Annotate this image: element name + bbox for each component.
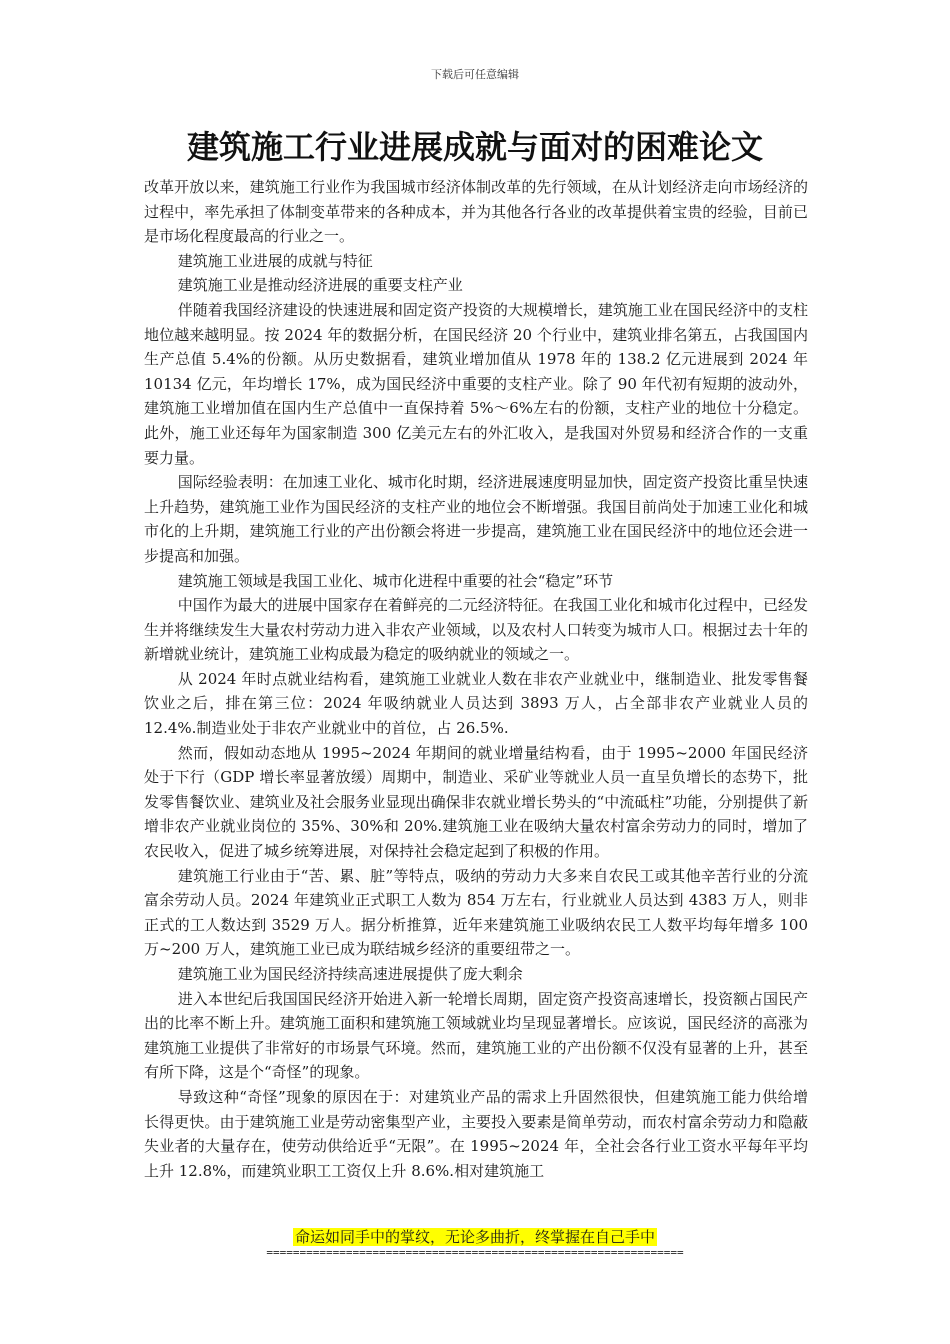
header-note: 下载后可任意编辑 xyxy=(431,68,519,81)
paragraph: 进入本世纪后我国国民经济开始进入新一轮增长周期，固定资产投资高速增长，投资额占国民产出的比率不断上升。建筑施工面积和建筑施工领域就业均呈现显著增长。应该说，国民经济的高涨为建筑施工业提供了非常好的市场景气环境。然而，建筑施工业的产出份额不仅没有显著的上升，甚至有所下降，这是个“奇怪”的现象。 xyxy=(144,989,808,1082)
footer-quote xyxy=(0,1226,950,1248)
footer-quote-highlight: 命运如同手中的掌纹，无论多曲折，终掌握在自己手中 xyxy=(294,1228,655,1246)
paragraph: 建筑施工行业由于“苦、累、脏”等特点，吸纳的劳动力大多来自农民工或其他辛苦行业的分流富余劳动人员。2024 年建筑业正式职工人数为 854 万左右，行业就业人员达到 4383 万人，则非正式的工人数达到 3529 万人。据分析推算，近年来建筑施工业吸纳农民工人数平均每年增多 100 万~200 万人，建筑施工业已成为联结城乡经济的重要纽带之一。 xyxy=(144,866,808,959)
section-heading: 建筑施工业进展的成就与特征 xyxy=(177,251,373,270)
paragraph-intro: 改革开放以来，建筑施工行业作为我国城市经济体制改革的先行领域，在从计划经济走向市场经济的过程中，率先承担了体制变革带来的各种成本，并为其他各行各业的改革提供着宝贵的经验，目前已是市场化程度最高的行业之一。 xyxy=(144,178,808,246)
document-title: 建筑施工行业进展成就与面对的困难论文 xyxy=(186,128,763,166)
paragraph: 然而，假如动态地从 1995~2024 年期间的就业增量结构看，由于 1995~2000 年国民经济处于下行（GDP 增长率显著放缓）周期中，制造业、采矿业等就业人员一直呈负增长的态势下，批发零售餐饮业、建筑业及社会服务业显现出确保非农就业增长势头的“中流砥柱”功能，分别提供了新增非农产业就业岗位的 35%、30%和 20%.建筑施工业在吸纳大量农村富余劳动力的同时，增加了农民收入，促进了城乡统筹进展，对保持社会稳定起到了积极的作用。 xyxy=(144,743,808,861)
subsection-heading: 建筑施工领域是我国工业化、城市化进程中重要的社会“稳定”环节 xyxy=(177,571,614,590)
paragraph: 从 2024 年时点就业结构看，建筑施工业就业人数在非农产业就业中，继制造业、批发零售餐饮业之后，排在第三位：2024 年吸纳就业人员达到 3893 万人，占全部非农产业就业人员的 12.4%.制造业处于非农产业就业中的首位，占 26.5%. xyxy=(144,669,808,738)
subsection-heading: 建筑施工业为国民经济持续高速进展提供了庞大剩余 xyxy=(177,965,523,983)
footer-divider: =============================================================== xyxy=(266,1246,684,1259)
paragraph: 导致这种“奇怪”现象的原因在于：对建筑业产品的需求上升固然很快，但建筑施工能力供给增长得更快。由于建筑施工业是劳动密集型产业，主要投入要素是简单劳动，而农村富余劳动力和隐蔽失业者的大量存在，使劳动供给近乎“无限”。在 1995~2024 年，全社会各行业工资水平每年平均上升 12.8%，而建筑业职工工资仅上升 8.6%.相对建筑施工 xyxy=(144,1087,808,1180)
document-body xyxy=(144,175,808,1183)
subsection-heading: 建筑施工业是推动经济进展的重要支柱产业 xyxy=(177,276,463,295)
paragraph: 国际经验表明：在加速工业化、城市化时期，经济进展速度明显加快，固定资产投资比重呈快速上升趋势，建筑施工业作为国民经济的支柱产业的地位会不断增强。我国目前尚处于加速工业化和城市化的上升期，建筑施工行业的产出份额会将进一步提高，建筑施工业在国民经济中的地位还会进一步提高和加强。 xyxy=(144,473,808,565)
paragraph: 中国作为最大的进展中国家存在着鲜亮的二元经济特征。在我国工业化和城市化过程中，已经发生并将继续发生大量农村劳动力进入非农产业领域，以及农村人口转变为城市人口。根据过去十年的新增就业统计，建筑施工业构成最为稳定的吸纳就业的领域之一。 xyxy=(144,596,808,664)
paragraph: 伴随着我国经济建设的快速进展和固定资产投资的大规模增长，建筑施工业在国民经济中的支柱地位越来越明显。按 2024 年的数据分析，在国民经济 20 个行业中，建筑业排名第五，占我国国内生产总值 5.4%的份额。从历史数据看，建筑业增加值从 1978 年的 138.2 亿元进展到 2024 年 10134 亿元，年均增长 17%，成为国民经济中重要的支柱产业。除了 90 年代初有短期的波动外，建筑施工业增加值在国内生产总值中一直保持着 5%～6%左右的份额，支柱产业的地位十分稳定。此外，施工业还每年为国家制造 300 亿美元左右的外汇收入，是我国对外贸易和经济合作的一支重要力量。 xyxy=(144,300,808,467)
